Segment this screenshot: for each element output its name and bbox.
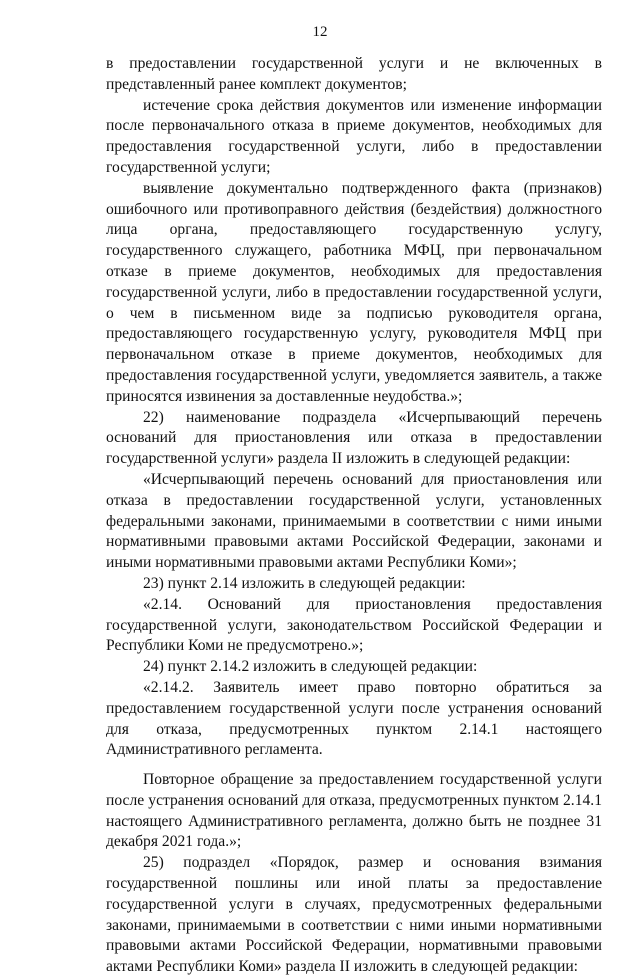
paragraph: «Исчерпывающий перечень оснований для приостановления или отказа в предоставлении государственной услуги, установленных федеральными законами, принимаемыми в соответствии с ними иными нормативными правовыми актами Российской Федерации, законами и иными нормативными правовыми актами Республики Коми»; <box>106 470 602 572</box>
paragraph: выявление документально подтвержденного факта (признаков) ошибочного или противоправного действия (бездействия) должностного лица органа, предоставляющего государственную услугу, государственного служащего, работника МФЦ, при первоначальном отказе в приеме документов, необходимых для предоставления государственной услуги, либо в предоставлении государственной услуги, о чем в письменном виде за подписью руководителя органа, предоставляющего государственную услугу, руководителя МФЦ при первоначальном отказе в приеме документов, необходимых для предоставления государственной услуги, уведомляется заявитель, а также приносятся извинения за доставленные неудобства.»; <box>106 179 602 405</box>
page-number: 12 <box>312 24 328 40</box>
paragraph: «2.14.2. Заявитель имеет право повторно обратиться за предоставлением государственной услуги после устранения оснований для отказа, предусмотренных пунктом 2.14.1 настоящего Административного регламента. <box>106 678 602 759</box>
paragraph: Повторное обращение за предоставлением государственной услуги после устранения оснований для отказа, предусмотренных пунктом 2.14.1 настоящего Административного регламента, должно быть не позднее 31 декабря 2021 года.»; <box>106 771 602 851</box>
paragraph: «2.14. Оснований для приостановления предоставления государственной услуги, законодательством Российской Федерации и Республики Коми не предусмотрено.»; <box>106 595 602 655</box>
paragraph: в предоставлении государственной услуги и не включенных в представленный ранее комплект документов; <box>106 55 602 93</box>
paragraph: 23) пункт 2.14 изложить в следующей редакции: <box>143 574 466 592</box>
paragraph: 25) подраздел «Порядок, размер и основания взимания государственной пошлины или иной платы за предоставление государственной услуги в случаях, предусмотренных федеральными законами, принимаемыми в соответствии с ними иными нормативными правовыми актами Российской Федерации, нормативными правовыми актами Республики Коми» раздела II изложить в следующей редакции: <box>106 854 602 976</box>
paragraph: 24) пункт 2.14.2 изложить в следующей редакции: <box>143 658 478 676</box>
paragraph: истечение срока действия документов или изменение информации после первоначального отказа в приеме документов, необходимых для предоставления государственной услуги, либо в предоставлении государственной услуги; <box>106 96 602 176</box>
document-body <box>106 54 602 978</box>
paragraph: 22) наименование подраздела «Исчерпывающий перечень оснований для приостановления или отказа в предоставлении государственной услуги» раздела II изложить в следующей редакции: <box>106 408 602 468</box>
